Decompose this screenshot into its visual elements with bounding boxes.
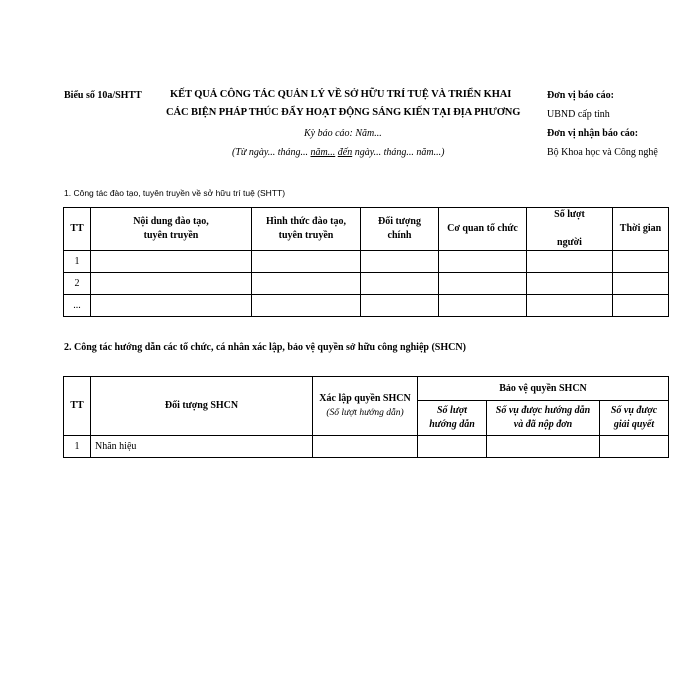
report-title-line2: CÁC BIỆN PHÁP THÚC ĐẨY HOẠT ĐỘNG SÁNG KIẾN TẠI ĐỊA PHƯƠNG	[166, 107, 521, 118]
cell	[527, 273, 613, 295]
cell	[252, 295, 361, 317]
row-number: 2	[64, 273, 91, 295]
col-protect-group: Bảo vệ quyền SHCN	[418, 377, 669, 401]
col-establish-note: (Số lượt hướng dẫn)	[326, 408, 404, 418]
col-target	[361, 208, 439, 251]
col-form-line2: tuyên truyền	[278, 230, 334, 241]
cell	[313, 436, 418, 458]
cell	[439, 295, 527, 317]
col-guided	[418, 401, 487, 436]
reporting-unit: UBND cấp tỉnh	[547, 109, 610, 120]
col-count-line1: Số lượt	[554, 209, 585, 220]
col-target-line2: chính	[387, 230, 412, 241]
row-number: 1	[64, 436, 91, 458]
cell	[527, 251, 613, 273]
col-cases-filed-line2: và đã nộp đơn	[513, 419, 573, 430]
section2-header-row-1	[64, 377, 669, 401]
col-establish	[313, 377, 418, 436]
reporting-unit-label: Đơn vị báo cáo:	[547, 90, 614, 101]
cell	[252, 251, 361, 273]
row-number: ...	[64, 295, 91, 317]
cell	[361, 251, 439, 273]
cell	[91, 251, 252, 273]
receiving-unit-label: Đơn vị nhận báo cáo:	[547, 128, 639, 139]
date-range-start: (Từ ngày... tháng...	[232, 147, 309, 158]
col-tt: TT	[64, 377, 91, 436]
table-row	[64, 295, 669, 317]
col-content-line2: tuyên truyền	[143, 230, 199, 241]
col-cases-filed-line1: Số vụ được hướng dẫn	[495, 405, 591, 416]
section1-title: 1. Công tác đào tạo, tuyên truyền về sở hữu trí tuệ (SHTT)	[64, 188, 286, 198]
section1-table	[63, 207, 669, 317]
cell	[418, 436, 487, 458]
cell	[613, 273, 669, 295]
section2-table	[63, 376, 669, 458]
col-count	[527, 208, 613, 251]
report-title-line1: KẾT QUẢ CÔNG TÁC QUẢN LÝ VỀ SỞ HỮU TRÍ TUỆ VÀ TRIỂN KHAI	[170, 89, 512, 100]
date-range-year: năm...	[310, 147, 336, 158]
col-time: Thời gian	[613, 208, 669, 251]
col-count-line2: người	[557, 237, 582, 248]
col-content-line1: Nội dung đào tạo,	[133, 216, 209, 227]
col-cases-resolved	[600, 401, 669, 436]
cell	[487, 436, 600, 458]
col-cases-resolved-line1: Số vụ được	[610, 405, 658, 416]
report-date-range	[232, 147, 444, 158]
col-tt: TT	[64, 208, 91, 251]
cell	[252, 273, 361, 295]
col-cases-resolved-line2: giải quyết	[613, 419, 655, 430]
cell	[91, 295, 252, 317]
col-guided-line2: hướng dẫn	[429, 419, 475, 430]
form-code: Biểu số 10a/SHTT	[64, 90, 142, 101]
cell	[439, 273, 527, 295]
col-cases-filed	[487, 401, 600, 436]
date-range-to: đến	[337, 147, 353, 158]
cell	[613, 295, 669, 317]
cell	[361, 273, 439, 295]
receiving-unit: Bộ Khoa học và Công nghệ	[547, 147, 658, 158]
col-establish-label: Xác lập quyền SHCN	[319, 393, 411, 404]
cell	[613, 251, 669, 273]
cell	[91, 273, 252, 295]
section1-header-row	[64, 208, 669, 251]
cell	[600, 436, 669, 458]
row-number: 1	[64, 251, 91, 273]
table-row	[64, 273, 669, 295]
row-object: Nhãn hiệu	[91, 436, 313, 458]
table-row	[64, 251, 669, 273]
report-period: Kỳ báo cáo: Năm...	[304, 128, 382, 139]
col-form-line1: Hình thức đào tạo,	[266, 216, 346, 227]
date-range-end: ngày... tháng... năm...)	[354, 147, 445, 158]
cell	[361, 295, 439, 317]
cell	[439, 251, 527, 273]
cell	[527, 295, 613, 317]
table-row	[64, 436, 669, 458]
col-content	[91, 208, 252, 251]
col-form	[252, 208, 361, 251]
col-org: Cơ quan tổ chức	[439, 208, 527, 251]
col-target-line1: Đối tượng	[378, 216, 421, 227]
col-guided-line1: Số lượt	[437, 405, 467, 416]
col-object: Đối tượng SHCN	[91, 377, 313, 436]
section2-title: 2. Công tác hướng dẫn các tổ chức, cá nhân xác lập, bảo vệ quyền sở hữu công nghiệp (SHCN)	[64, 342, 466, 353]
